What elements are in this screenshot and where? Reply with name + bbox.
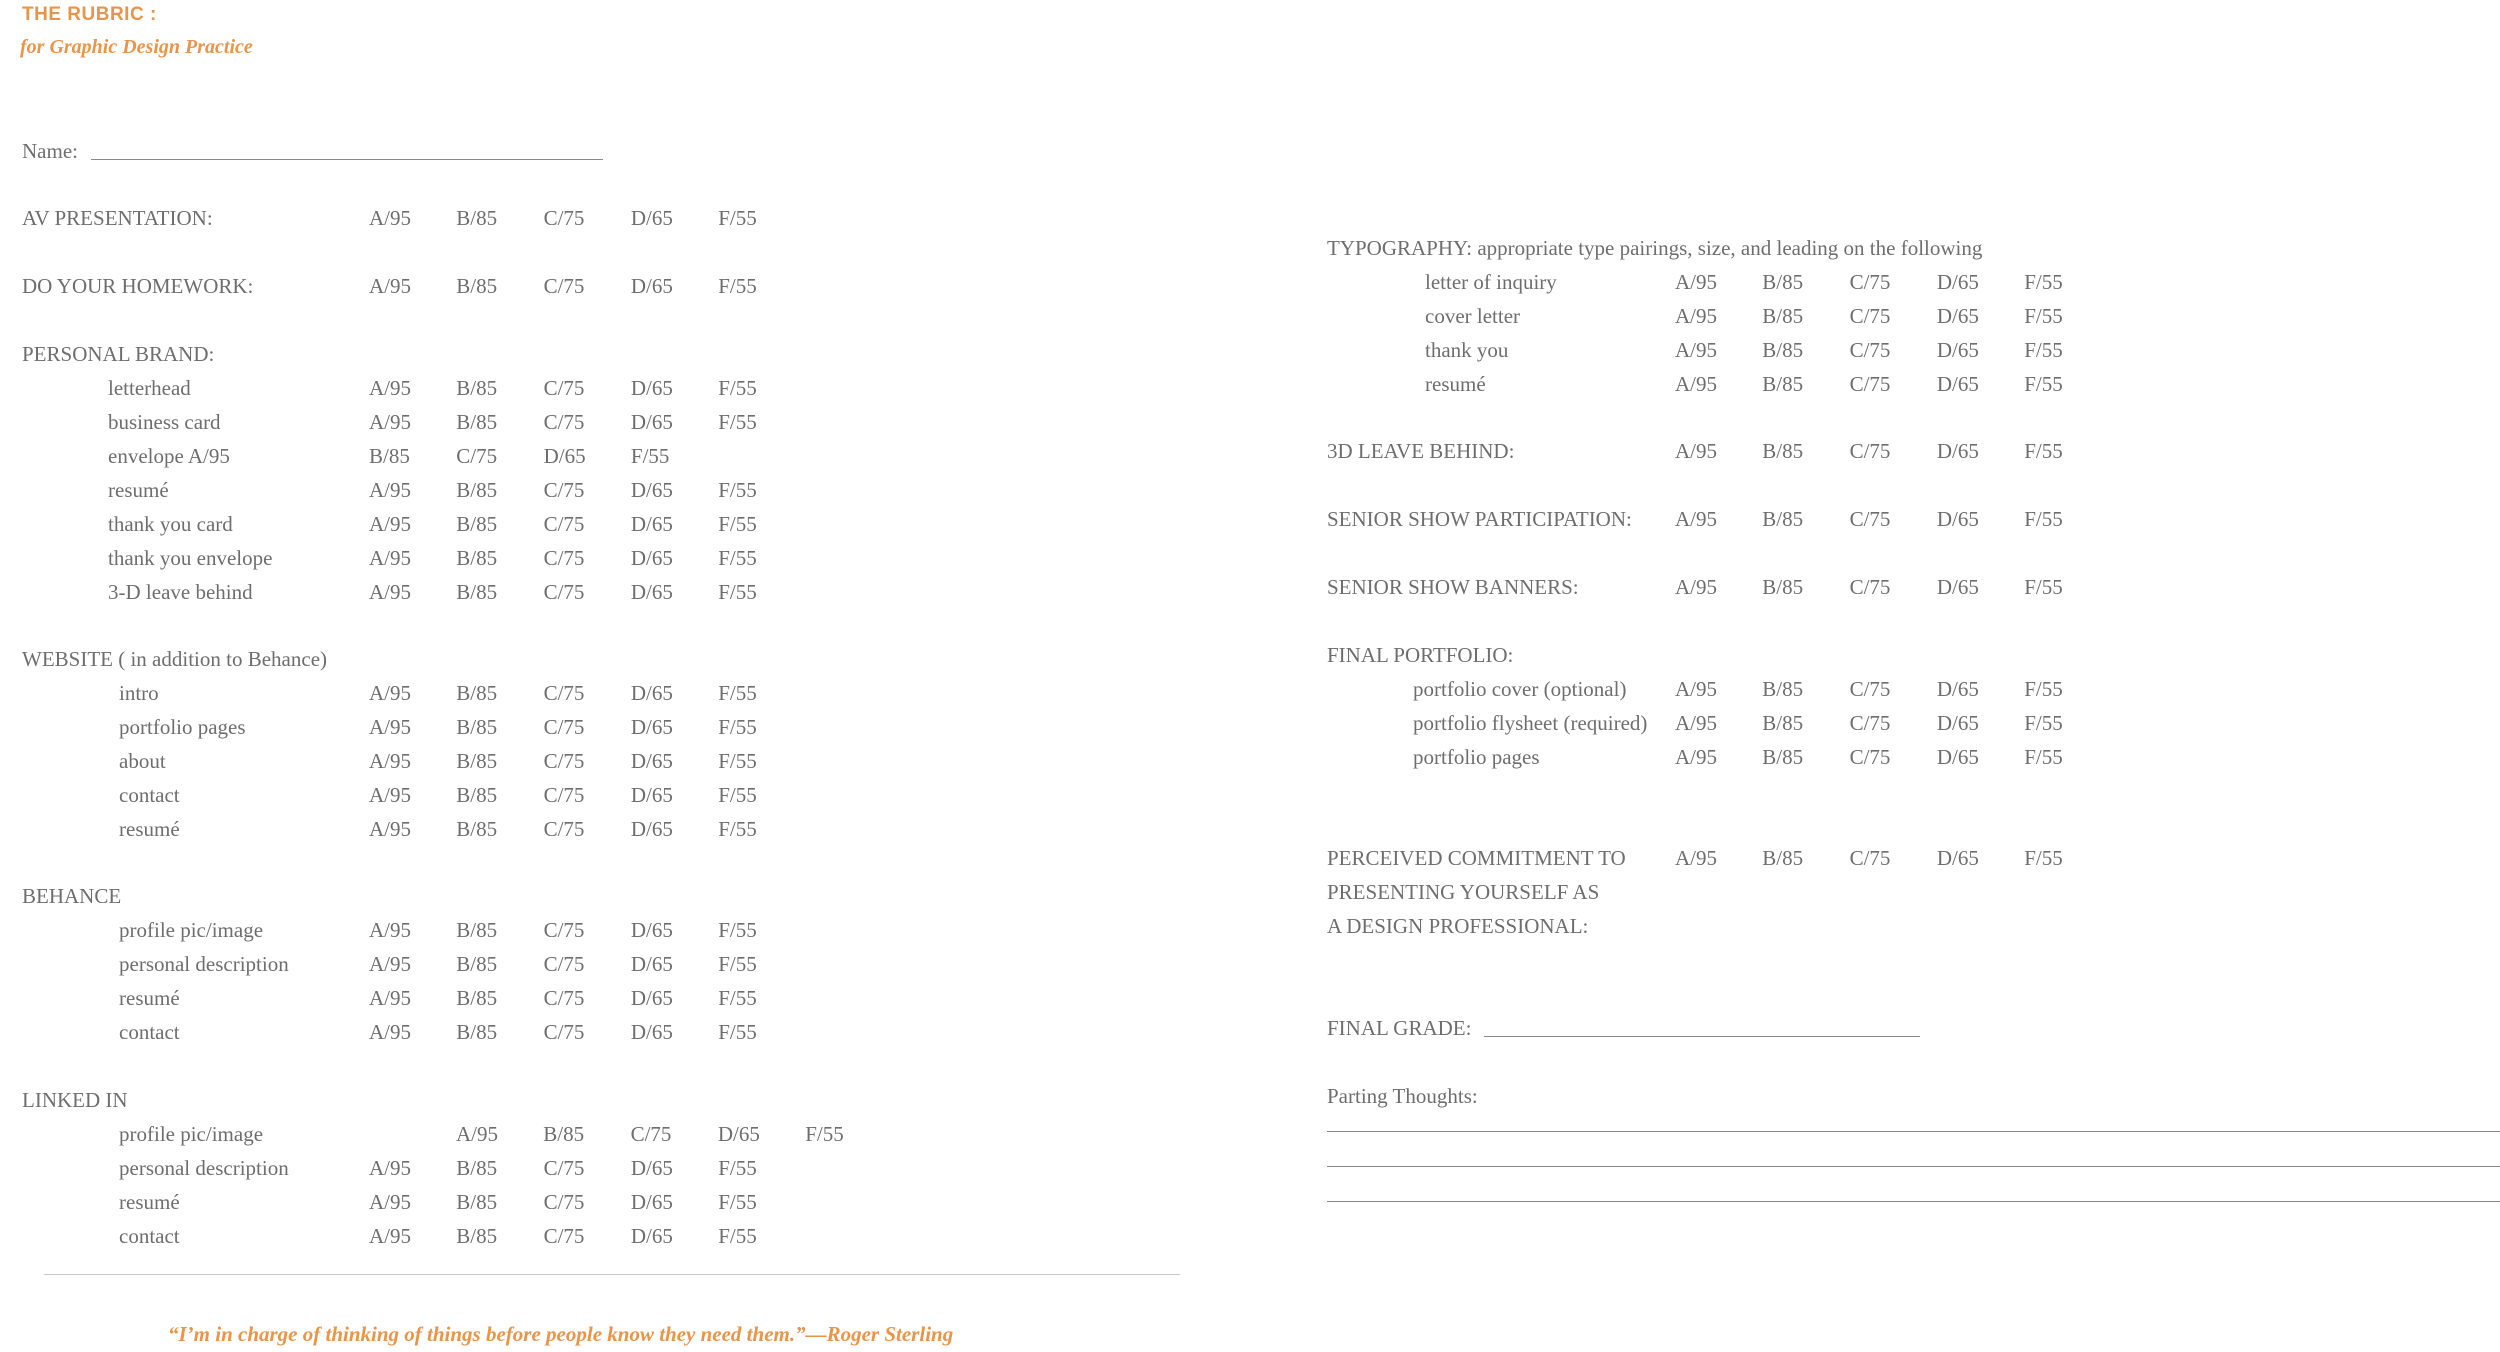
behance-item-grade-option[interactable]: F/55 xyxy=(718,1020,757,1044)
final-portfolio-item-grade-option[interactable]: A/95 xyxy=(1675,745,1717,769)
commitment-grade-option[interactable]: C/75 xyxy=(1849,846,1891,870)
behance-item-grade-option[interactable]: B/85 xyxy=(456,918,498,942)
website-item-grade-option[interactable]: F/55 xyxy=(718,681,757,705)
behance-item-grade-option[interactable]: A/95 xyxy=(369,952,411,976)
website-item-grade-option[interactable]: B/85 xyxy=(456,783,498,807)
leave-behind-grade-option[interactable]: B/85 xyxy=(1762,439,1804,463)
website-item-grade-option[interactable]: F/55 xyxy=(718,749,757,773)
leave-behind-grade-option[interactable]: C/75 xyxy=(1849,439,1891,463)
personal-brand-item-grade-option[interactable]: A/95 xyxy=(369,580,411,604)
leave-behind-grade-option[interactable]: F/55 xyxy=(2024,439,2063,463)
personal-brand-item-grade-option[interactable]: B/85 xyxy=(456,580,498,604)
quote: “I’m in charge of thinking of things before people know they need them.”—Roger Sterling xyxy=(168,1322,954,1346)
linkedin-item-grade-option[interactable]: A/95 xyxy=(369,1190,411,1214)
behance-item-grade-option[interactable]: D/65 xyxy=(630,986,673,1010)
personal-brand-item: thank you envelope xyxy=(108,546,273,570)
behance-item-grade-option[interactable]: F/55 xyxy=(718,986,757,1010)
senior-banners-label: SENIOR SHOW BANNERS: xyxy=(1327,575,1579,599)
parting-thoughts-line[interactable] xyxy=(1327,1131,2500,1132)
website-item: contact xyxy=(119,783,180,807)
website-item-grade-option[interactable]: B/85 xyxy=(456,817,498,841)
typography-item: letter of inquiry xyxy=(1425,270,1557,294)
behance-item-grade-option[interactable]: C/75 xyxy=(543,986,585,1010)
personal-brand-item-grade-option[interactable]: C/75 xyxy=(543,376,585,400)
website-item-grade-option[interactable]: F/55 xyxy=(718,817,757,841)
typography-item-grade-option[interactable]: A/95 xyxy=(1675,304,1717,328)
final-portfolio-item-grade-option[interactable]: D/65 xyxy=(1936,711,1979,735)
personal-brand-item-grade-option[interactable]: D/65 xyxy=(630,376,673,400)
website-item: resumé xyxy=(119,817,180,841)
typography-item-grade-option[interactable]: A/95 xyxy=(1675,338,1717,362)
linkedin-item: personal description xyxy=(119,1156,289,1180)
final-grade-label: FINAL GRADE: xyxy=(1327,1016,1472,1040)
leave-behind-grade-option[interactable]: D/65 xyxy=(1936,439,1979,463)
senior-banners-grade-option[interactable]: F/55 xyxy=(2024,575,2063,599)
website-item-grade-option[interactable]: B/85 xyxy=(456,681,498,705)
website-item-grade-option[interactable]: F/55 xyxy=(718,715,757,739)
personal-brand-item: envelope A/95 xyxy=(108,444,230,468)
website-item: portfolio pages xyxy=(119,715,246,739)
final-portfolio-item: portfolio cover (optional) xyxy=(1413,677,1627,701)
av-presentation-grade-option[interactable]: C/75 xyxy=(543,206,585,230)
final-portfolio-item-grade-option[interactable]: C/75 xyxy=(1849,745,1891,769)
personal-brand-item-grade-option[interactable]: B/85 xyxy=(456,512,498,536)
homework-grade-option[interactable]: F/55 xyxy=(718,274,757,298)
linkedin-item-grade-option[interactable]: D/65 xyxy=(630,1156,673,1180)
typography-item-grade-option[interactable]: F/55 xyxy=(2024,270,2063,294)
linkedin-item-grade-option[interactable]: C/75 xyxy=(543,1156,585,1180)
personal-brand-item-grade-option[interactable]: A/95 xyxy=(369,478,411,502)
parting-thoughts-line[interactable] xyxy=(1327,1201,2500,1202)
final-grade-field[interactable] xyxy=(1484,1036,1920,1037)
behance-item-grade-option[interactable]: C/75 xyxy=(543,918,585,942)
website-item-grade-option[interactable]: D/65 xyxy=(630,783,673,807)
parting-thoughts-label: Parting Thoughts: xyxy=(1327,1084,1478,1108)
page-subtitle: for Graphic Design Practice xyxy=(20,36,253,58)
senior-banners-grade-option[interactable]: B/85 xyxy=(1762,575,1804,599)
final-portfolio-item-grade-option[interactable]: F/55 xyxy=(2024,711,2063,735)
website-item-grade-option[interactable]: C/75 xyxy=(543,715,585,739)
personal-brand-item-grade-option[interactable]: B/85 xyxy=(456,376,498,400)
linkedin-item-grade-option[interactable]: C/75 xyxy=(543,1224,585,1248)
typography-item-grade-option[interactable]: D/65 xyxy=(1936,372,1979,396)
commitment-label-line: PRESENTING YOURSELF AS xyxy=(1327,880,1600,904)
typography-item-grade-option[interactable]: A/95 xyxy=(1675,270,1717,294)
typography-item-grade-option[interactable]: D/65 xyxy=(1936,304,1979,328)
linkedin-item-grade-option[interactable]: F/55 xyxy=(718,1156,757,1180)
behance-item-grade-option[interactable]: B/85 xyxy=(456,986,498,1010)
personal-brand-item-grade-option[interactable]: F/55 xyxy=(718,512,757,536)
linkedin-item-grade-option[interactable]: F/55 xyxy=(718,1190,757,1214)
behance-item: resumé xyxy=(119,986,180,1010)
typography-item-grade-option[interactable]: C/75 xyxy=(1849,270,1891,294)
final-portfolio-item-grade-option[interactable]: C/75 xyxy=(1849,677,1891,701)
personal-brand-item: letterhead xyxy=(108,376,191,400)
typography-item: thank you xyxy=(1425,338,1509,362)
website-item-grade-option[interactable]: C/75 xyxy=(543,783,585,807)
typography-item-grade-option[interactable]: B/85 xyxy=(1762,304,1804,328)
personal-brand-item: resumé xyxy=(108,478,169,502)
personal-brand-item-grade-option[interactable]: A/95 xyxy=(369,512,411,536)
typography-item-grade-option[interactable]: C/75 xyxy=(1849,372,1891,396)
website-item-grade-option[interactable]: D/65 xyxy=(630,817,673,841)
behance-item-grade-option[interactable]: B/85 xyxy=(456,1020,498,1044)
senior-banners-grade-option[interactable]: A/95 xyxy=(1675,575,1717,599)
final-portfolio-item-grade-option[interactable]: A/95 xyxy=(1675,677,1717,701)
behance-item-grade-option[interactable]: B/85 xyxy=(456,952,498,976)
website-item-grade-option[interactable]: A/95 xyxy=(369,681,411,705)
personal-brand-item-grade-option[interactable]: F/55 xyxy=(718,478,757,502)
commitment-label-line: A DESIGN PROFESSIONAL: xyxy=(1327,914,1589,938)
typography-item-grade-option[interactable]: D/65 xyxy=(1936,270,1979,294)
final-portfolio-item-grade-option[interactable]: D/65 xyxy=(1936,677,1979,701)
behance-item-grade-option[interactable]: D/65 xyxy=(630,918,673,942)
personal-brand-item-grade-option[interactable]: B/85 xyxy=(456,546,498,570)
commitment-label-line: PERCEIVED COMMITMENT TO xyxy=(1327,846,1626,870)
personal-brand-item-grade-option[interactable]: F/55 xyxy=(718,580,757,604)
behance-item-grade-option[interactable]: F/55 xyxy=(718,918,757,942)
linkedin-item-grade-option[interactable]: F/55 xyxy=(805,1122,844,1146)
personal-brand-item-grade-option[interactable]: A/95 xyxy=(369,546,411,570)
personal-brand-heading: PERSONAL BRAND: xyxy=(22,342,215,366)
behance-item-grade-option[interactable]: F/55 xyxy=(718,952,757,976)
website-item-grade-option[interactable]: B/85 xyxy=(456,715,498,739)
website-item-grade-option[interactable]: D/65 xyxy=(630,715,673,739)
personal-brand-item-grade-option[interactable]: F/55 xyxy=(718,546,757,570)
envelope-grade-option[interactable]: D/65 xyxy=(543,444,586,468)
linkedin-item-grade-option[interactable]: C/75 xyxy=(543,1190,585,1214)
typography-item: resumé xyxy=(1425,372,1486,396)
homework-label: DO YOUR HOMEWORK: xyxy=(22,274,254,298)
typography-item-grade-option[interactable]: C/75 xyxy=(1849,304,1891,328)
typography-item-grade-option[interactable]: B/85 xyxy=(1762,270,1804,294)
typography-item-grade-option[interactable]: A/95 xyxy=(1675,372,1717,396)
behance-item: contact xyxy=(119,1020,180,1044)
linkedin-item-grade-option[interactable]: D/65 xyxy=(630,1224,673,1248)
website-item-grade-option[interactable]: C/75 xyxy=(543,681,585,705)
linkedin-item-grade-option[interactable]: D/65 xyxy=(717,1122,760,1146)
av-presentation-grade-option[interactable]: B/85 xyxy=(456,206,498,230)
behance-item-grade-option[interactable]: D/65 xyxy=(630,1020,673,1044)
personal-brand-item-grade-option[interactable]: D/65 xyxy=(630,478,673,502)
personal-brand-item: thank you card xyxy=(108,512,233,536)
commitment-grade-option[interactable]: F/55 xyxy=(2024,846,2063,870)
linkedin-item-grade-option[interactable]: F/55 xyxy=(718,1224,757,1248)
personal-brand-item: business card xyxy=(108,410,221,434)
homework-grade-option[interactable]: C/75 xyxy=(543,274,585,298)
senior-participation-grade-option[interactable]: A/95 xyxy=(1675,507,1717,531)
personal-brand-item-grade-option[interactable]: C/75 xyxy=(543,546,585,570)
typography-heading: TYPOGRAPHY: appropriate type pairings, size, and leading on the following xyxy=(1327,236,1983,260)
senior-participation-grade-option[interactable]: D/65 xyxy=(1936,507,1979,531)
typography-item-grade-option[interactable]: D/65 xyxy=(1936,338,1979,362)
final-portfolio-item-grade-option[interactable]: B/85 xyxy=(1762,711,1804,735)
senior-participation-grade-option[interactable]: C/75 xyxy=(1849,507,1891,531)
commitment-grade-option[interactable]: A/95 xyxy=(1675,846,1717,870)
homework-grade-option[interactable]: B/85 xyxy=(456,274,498,298)
linkedin-heading: LINKED IN xyxy=(22,1088,128,1112)
senior-participation-grade-option[interactable]: F/55 xyxy=(2024,507,2063,531)
final-portfolio-item-grade-option[interactable]: F/55 xyxy=(2024,745,2063,769)
website-item-grade-option[interactable]: D/65 xyxy=(630,681,673,705)
website-item-grade-option[interactable]: B/85 xyxy=(456,749,498,773)
final-portfolio-item-grade-option[interactable]: A/95 xyxy=(1675,711,1717,735)
leave-behind-grade-option[interactable]: A/95 xyxy=(1675,439,1717,463)
senior-banners-grade-option[interactable]: C/75 xyxy=(1849,575,1891,599)
linkedin-item: contact xyxy=(119,1224,180,1248)
final-portfolio-item: portfolio pages xyxy=(1413,745,1540,769)
personal-brand-item-grade-option[interactable]: F/55 xyxy=(718,410,757,434)
final-portfolio-item-grade-option[interactable]: D/65 xyxy=(1936,745,1979,769)
website-item: about xyxy=(119,749,166,773)
website-item-grade-option[interactable]: A/95 xyxy=(369,715,411,739)
linkedin-item-grade-option[interactable]: B/85 xyxy=(456,1156,498,1180)
linkedin-item-grade-option[interactable]: C/75 xyxy=(630,1122,672,1146)
linkedin-item-grade-option[interactable]: B/85 xyxy=(456,1190,498,1214)
website-item-grade-option[interactable]: C/75 xyxy=(543,749,585,773)
envelope-grade-option[interactable]: B/85 xyxy=(369,444,410,468)
website-heading: WEBSITE ( in addition to Behance) xyxy=(22,647,328,671)
website-item-grade-option[interactable]: A/95 xyxy=(369,783,411,807)
divider xyxy=(44,1274,1180,1275)
behance-item-grade-option[interactable]: C/75 xyxy=(543,1020,585,1044)
personal-brand-item-grade-option[interactable]: B/85 xyxy=(456,478,498,502)
linkedin-item-grade-option[interactable]: B/85 xyxy=(543,1122,585,1146)
personal-brand-item-grade-option[interactable]: D/65 xyxy=(630,580,673,604)
behance-heading: BEHANCE xyxy=(22,884,122,908)
personal-brand-item-grade-option[interactable]: B/85 xyxy=(456,410,498,434)
typography-item-grade-option[interactable]: B/85 xyxy=(1762,372,1804,396)
homework-grade-option[interactable]: A/95 xyxy=(369,274,411,298)
page-title: THE RUBRIC : xyxy=(22,4,157,25)
av-presentation-grade-option[interactable]: F/55 xyxy=(718,206,757,230)
name-field[interactable] xyxy=(91,159,603,160)
final-portfolio-item-grade-option[interactable]: C/75 xyxy=(1849,711,1891,735)
typography-item-grade-option[interactable]: F/55 xyxy=(2024,338,2063,362)
senior-banners-grade-option[interactable]: D/65 xyxy=(1936,575,1979,599)
av-presentation-label: AV PRESENTATION: xyxy=(22,206,213,230)
final-portfolio-heading: FINAL PORTFOLIO: xyxy=(1327,643,1514,667)
behance-item: profile pic/image xyxy=(119,918,264,942)
website-item-grade-option[interactable]: F/55 xyxy=(718,783,757,807)
leave-behind-label: 3D LEAVE BEHIND: xyxy=(1327,439,1515,463)
behance-item-grade-option[interactable]: D/65 xyxy=(630,952,673,976)
linkedin-item-grade-option[interactable]: B/85 xyxy=(456,1224,498,1248)
typography-item-grade-option[interactable]: B/85 xyxy=(1762,338,1804,362)
linkedin-item-grade-option[interactable]: A/95 xyxy=(456,1122,498,1146)
website-item: intro xyxy=(119,681,159,705)
senior-participation-label: SENIOR SHOW PARTICIPATION: xyxy=(1327,507,1632,531)
commitment-grade-option[interactable]: D/65 xyxy=(1936,846,1979,870)
personal-brand-item-grade-option[interactable]: D/65 xyxy=(630,546,673,570)
final-portfolio-item-grade-option[interactable]: F/55 xyxy=(2024,677,2063,701)
website-item-grade-option[interactable]: A/95 xyxy=(369,749,411,773)
personal-brand-item-grade-option[interactable]: C/75 xyxy=(543,410,585,434)
behance-item-grade-option[interactable]: A/95 xyxy=(369,986,411,1010)
personal-brand-item-grade-option[interactable]: C/75 xyxy=(543,478,585,502)
personal-brand-item-grade-option[interactable]: F/55 xyxy=(718,376,757,400)
personal-brand-item-grade-option[interactable]: D/65 xyxy=(630,410,673,434)
av-presentation-grade-option[interactable]: D/65 xyxy=(630,206,673,230)
typography-item-grade-option[interactable]: C/75 xyxy=(1849,338,1891,362)
parting-thoughts-line[interactable] xyxy=(1327,1166,2500,1167)
personal-brand-item-grade-option[interactable]: A/95 xyxy=(369,410,411,434)
website-item-grade-option[interactable]: D/65 xyxy=(630,749,673,773)
typography-item: cover letter xyxy=(1425,304,1521,328)
name-label: Name: xyxy=(22,139,78,163)
typography-item-grade-option[interactable]: F/55 xyxy=(2024,304,2063,328)
linkedin-item: resumé xyxy=(119,1190,180,1214)
commitment-grade-option[interactable]: B/85 xyxy=(1762,846,1804,870)
website-item-grade-option[interactable]: A/95 xyxy=(369,817,411,841)
final-portfolio-item: portfolio flysheet (required) xyxy=(1413,711,1648,735)
behance-item: personal description xyxy=(119,952,289,976)
senior-participation-grade-option[interactable]: B/85 xyxy=(1762,507,1804,531)
personal-brand-item-grade-option[interactable]: C/75 xyxy=(543,512,585,536)
personal-brand-item-grade-option[interactable]: A/95 xyxy=(369,376,411,400)
linkedin-item-grade-option[interactable]: A/95 xyxy=(369,1224,411,1248)
final-portfolio-item-grade-option[interactable]: B/85 xyxy=(1762,677,1804,701)
linkedin-item-grade-option[interactable]: D/65 xyxy=(630,1190,673,1214)
homework-grade-option[interactable]: D/65 xyxy=(630,274,673,298)
linkedin-item: profile pic/image xyxy=(119,1122,264,1146)
behance-item-grade-option[interactable]: A/95 xyxy=(369,918,411,942)
website-item-grade-option[interactable]: C/75 xyxy=(543,817,585,841)
linkedin-item-grade-option[interactable]: A/95 xyxy=(369,1156,411,1180)
envelope-grade-option[interactable]: C/75 xyxy=(456,444,498,468)
av-presentation-grade-option[interactable]: A/95 xyxy=(369,206,411,230)
behance-item-grade-option[interactable]: A/95 xyxy=(369,1020,411,1044)
personal-brand-item-grade-option[interactable]: D/65 xyxy=(630,512,673,536)
personal-brand-item: 3-D leave behind xyxy=(108,580,253,604)
typography-item-grade-option[interactable]: F/55 xyxy=(2024,372,2063,396)
envelope-grade-option[interactable]: F/55 xyxy=(630,444,670,468)
behance-item-grade-option[interactable]: C/75 xyxy=(543,952,585,976)
final-portfolio-item-grade-option[interactable]: B/85 xyxy=(1762,745,1804,769)
personal-brand-item-grade-option[interactable]: C/75 xyxy=(543,580,585,604)
